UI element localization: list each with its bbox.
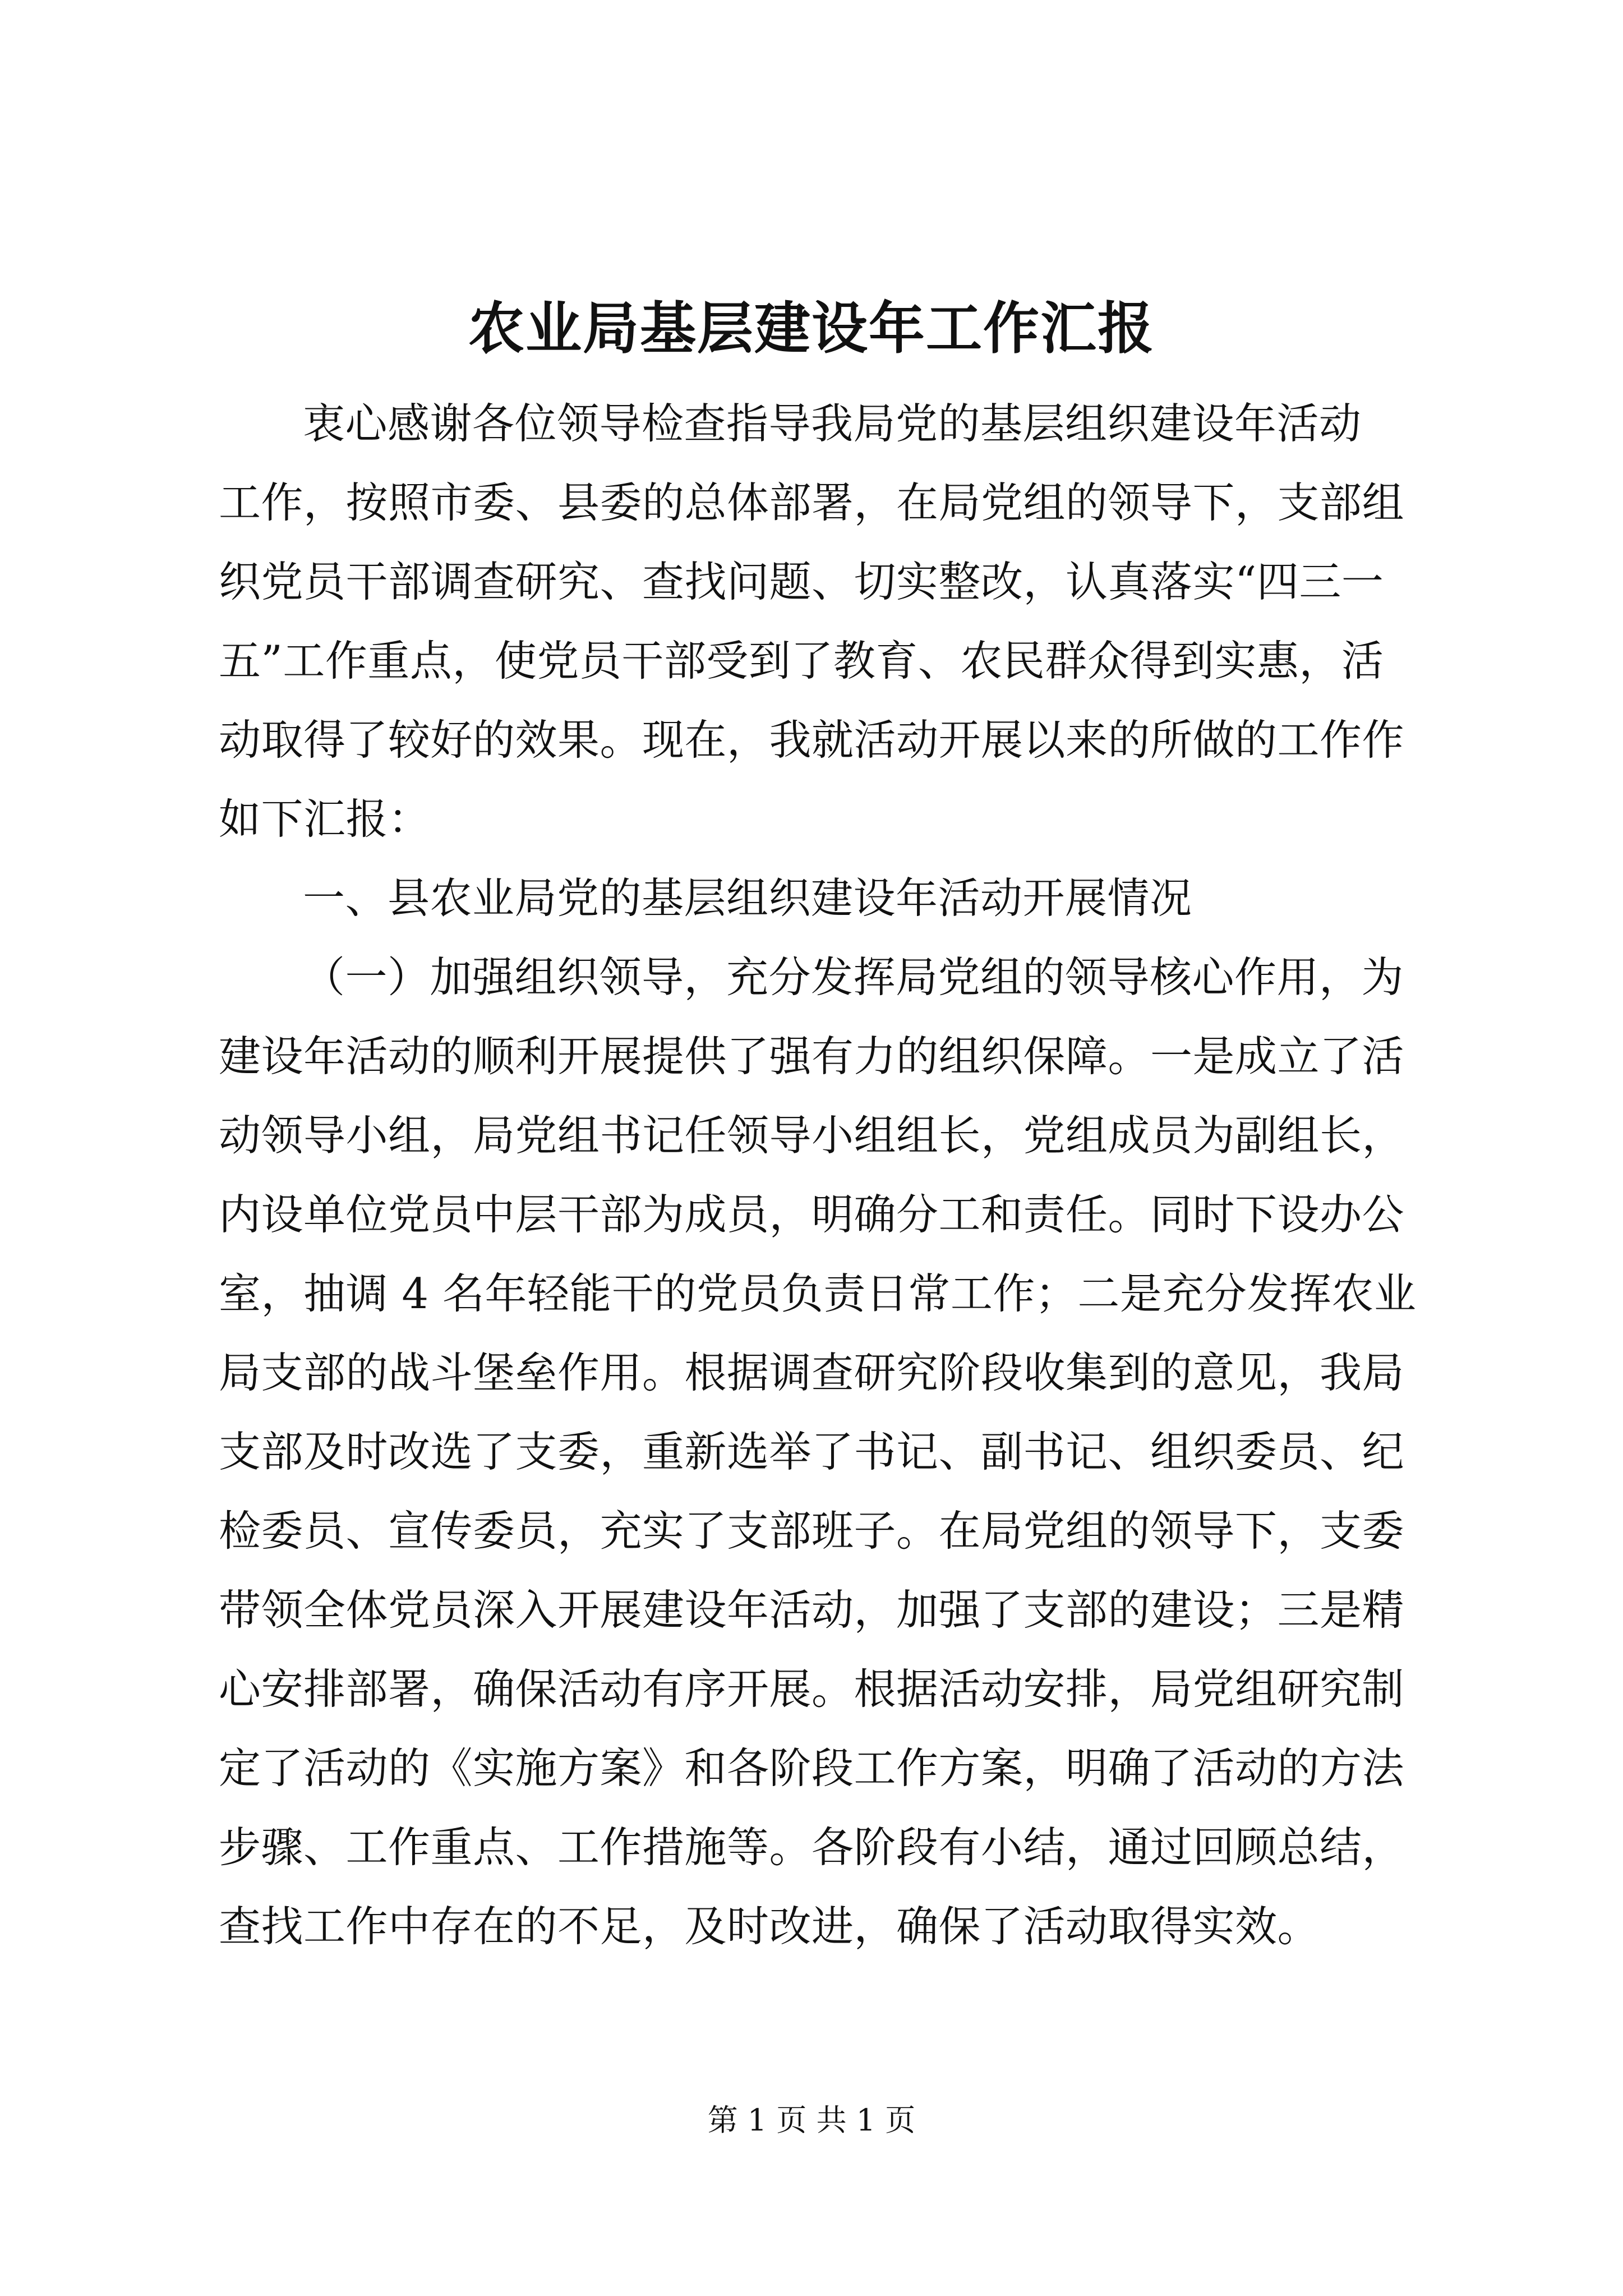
paragraph-line: 支部及时改选了支委，重新选举了书记、副书记、组织委员、纪	[219, 1427, 1405, 1476]
paragraph-line: 查找工作中存在的不足，及时改进，确保了活动取得实效。	[219, 1902, 1320, 1951]
paragraph-line: 步骤、工作重点、工作措施等。各阶段有小结，通过回顾总结，	[219, 1823, 1405, 1872]
paragraph-line: 五”工作重点，使党员干部受到了教育、农民群众得到实惠，活	[219, 636, 1384, 685]
paragraph-line: 建设年活动的顺利开展提供了强有力的组织保障。一是成立了活	[219, 1032, 1405, 1081]
section-heading: 一、县农业局党的基层组织建设年活动开展情况	[303, 873, 1192, 923]
document-title: 农业局基层建设年工作汇报	[468, 295, 1155, 361]
paragraph-line: 定了活动的《实施方案》和各阶段工作方案，明确了活动的方法	[219, 1743, 1405, 1793]
paragraph-line: 衷心感谢各位领导检查指导我局党的基层组织建设年活动	[303, 399, 1362, 448]
subsection-line: （一）加强组织领导，充分发挥局党组的领导核心作用，为	[303, 953, 1404, 1002]
paragraph-line: 心安排部署，确保活动有序开展。根据活动安排，局党组研究制	[219, 1664, 1405, 1714]
paragraph-line: 织党员干部调查研究、查找问题、切实整改，认真落实“四三一	[219, 557, 1384, 606]
paragraph-line: 室，抽调 4 名年轻能干的党员负责日常工作；二是充分发挥农业	[219, 1269, 1417, 1318]
paragraph-line: 内设单位党员中层干部为成员，明确分工和责任。同时下设办公	[219, 1190, 1405, 1239]
document-body	[219, 384, 1424, 1966]
paragraph-line: 如下汇报：	[219, 794, 431, 844]
paragraph-line: 检委员、宣传委员，充实了支部班子。在局党组的领导下，支委	[219, 1506, 1405, 1556]
page-footer: 第 1 页 共 1 页	[707, 2102, 916, 2138]
paragraph-line: 工作，按照市委、县委的总体部署，在局党组的领导下，支部组	[219, 478, 1405, 527]
paragraph-line: 局支部的战斗堡垒作用。根据调查研究阶段收集到的意见，我局	[219, 1348, 1405, 1397]
paragraph-line: 带领全体党员深入开展建设年活动，加强了支部的建设；三是精	[219, 1585, 1405, 1635]
paragraph-line: 动领导小组，局党组书记任领导小组组长，党组成员为副组长，	[219, 1111, 1405, 1160]
paragraph-line: 动取得了较好的效果。现在，我就活动开展以来的所做的工作作	[219, 715, 1405, 765]
